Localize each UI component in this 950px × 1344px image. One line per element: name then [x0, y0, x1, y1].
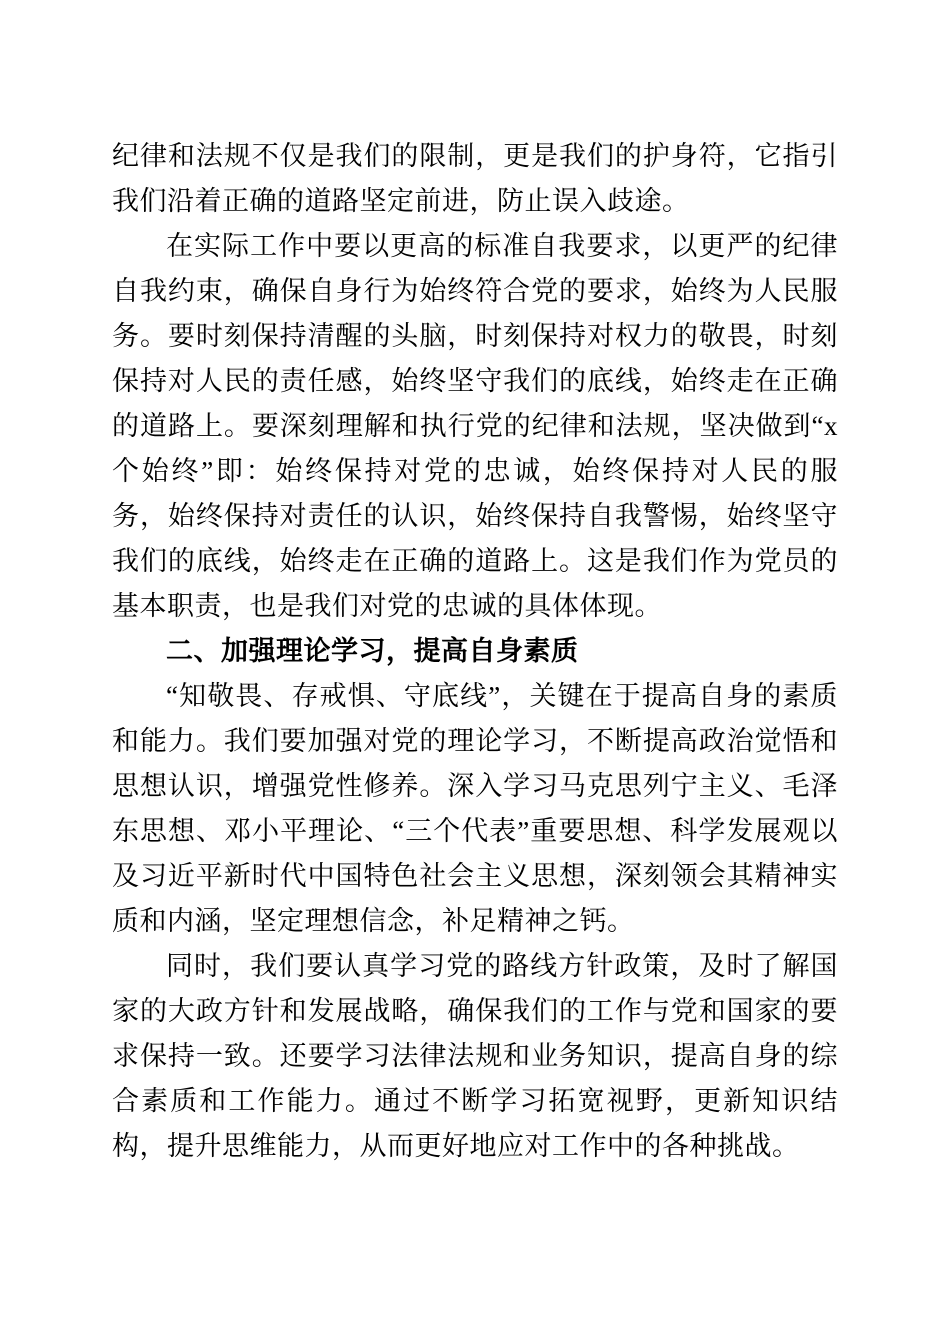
paragraph-continuation: 纪律和法规不仅是我们的限制，更是我们的护身符，它指引我们沿着正确的道路坚定前进，防止误入歧途。 — [112, 141, 838, 216]
paragraph: 在实际工作中要以更高的标准自我要求，以更严的纪律自我约束，确保自身行为始终符合党的要求，始终为人民服务。要时刻保持清醒的头脑，时刻保持对权力的敬畏，时刻保持对人民的责任感，始终坚守我们的底线，始终走在正确的道路上。要深刻理解和执行党的纪律和法规，坚决做到“x个始终”即：始终保持对党的忠诚，始终保持对人民的服务，始终保持对责任的认识，始终保持自我警惕，始终坚守我们的底线，始终走在正确的道路上。这是我们作为党员的基本职责，也是我们对党的忠诚的具体体现。 — [112, 231, 838, 621]
paragraph: “知敬畏、存戒惧、守底线”，关键在于提高自身的素质和能力。我们要加强对党的理论学习，不断提高政治觉悟和思想认识，增强党性修养。深入学习马克思列宁主义、毛泽东思想、邓小平理论、“三个代表”重要思想、科学发展观以及习近平新时代中国特色社会主义思想，深刻领会其精神实质和内涵，坚定理想信念，补足精神之钙。 — [112, 681, 838, 936]
paragraph: 同时，我们要认真学习党的路线方针政策，及时了解国家的大政方针和发展战略，确保我们的工作与党和国家的要求保持一致。还要学习法律法规和业务知识，提高自身的综合素质和工作能力。通过不断学习拓宽视野，更新知识结构，提升思维能力，从而更好地应对工作中的各种挑战。 — [112, 951, 838, 1161]
section-heading: 二、加强理论学习，提高自身素质 — [166, 636, 579, 666]
